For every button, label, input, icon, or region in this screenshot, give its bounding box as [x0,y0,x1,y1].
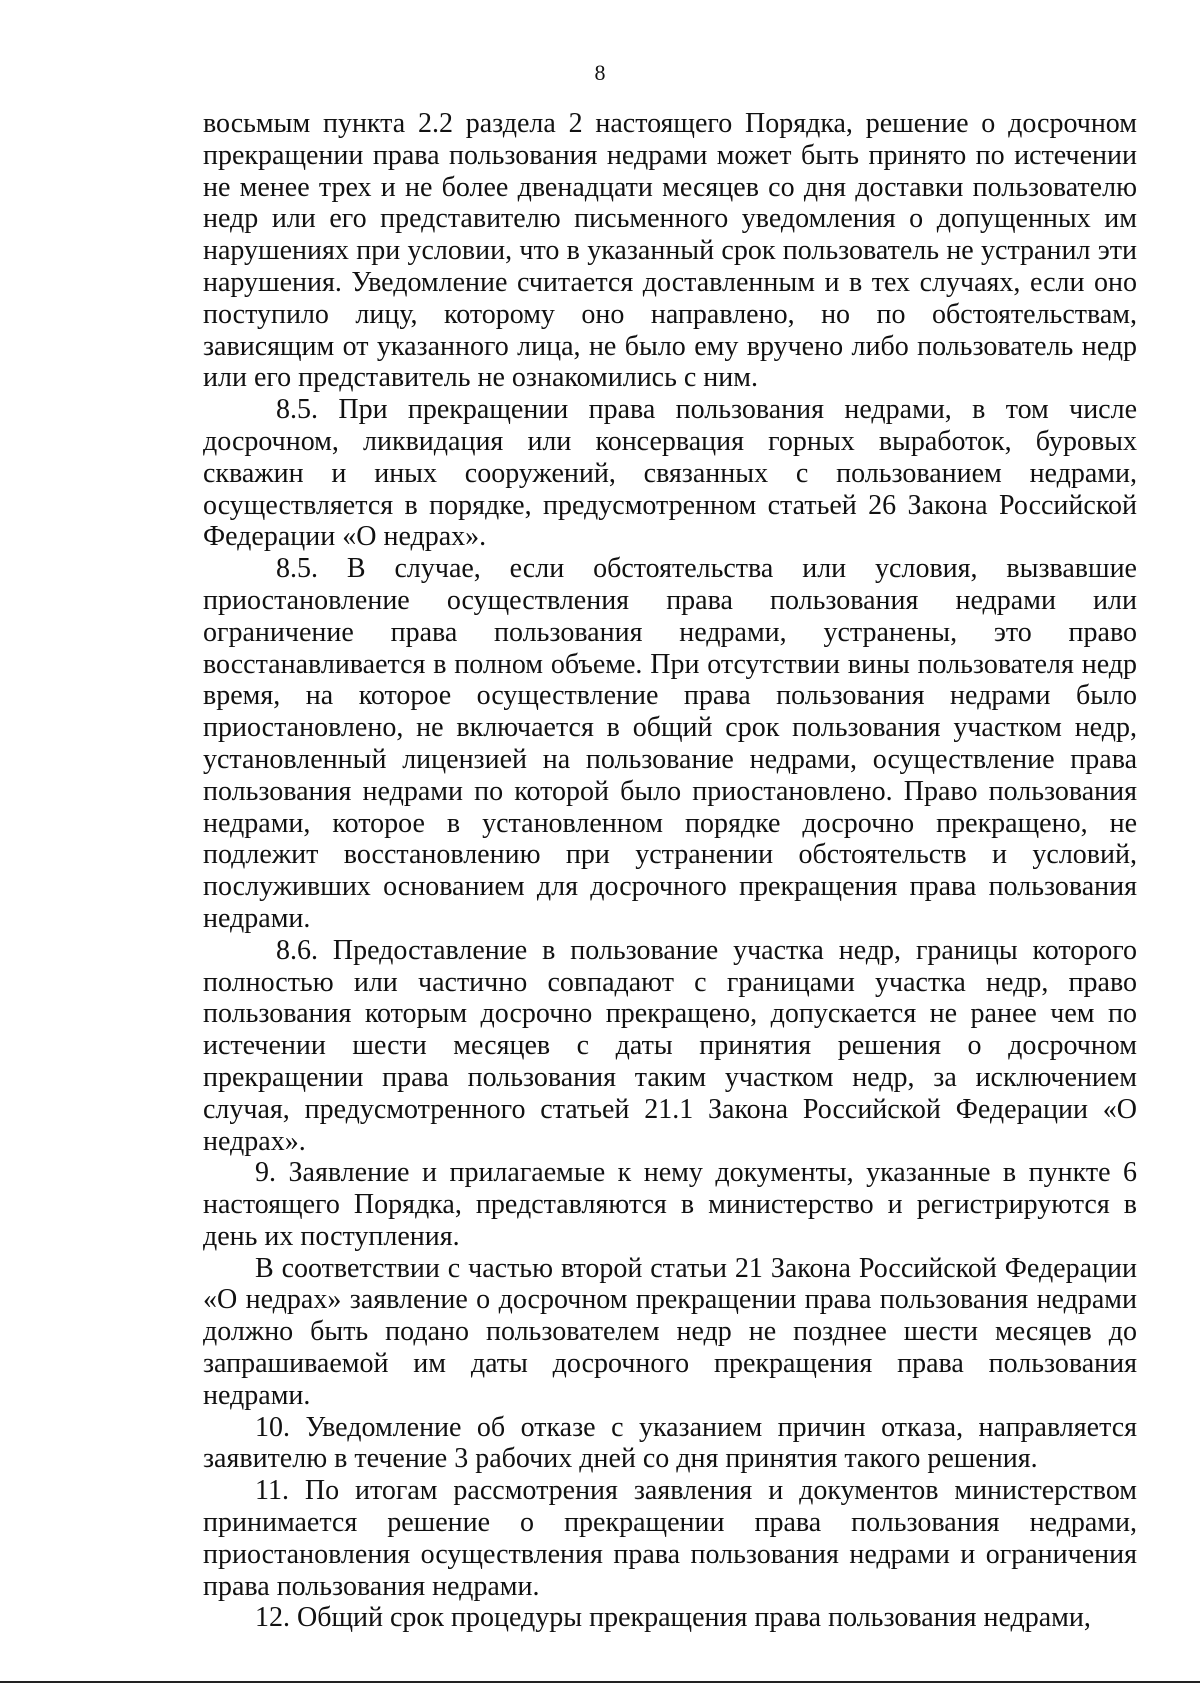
paragraph-12: 12. Общий срок процедуры прекращения права пользования недрами, [255,1602,1091,1634]
bottom-scan-edge-line [0,1681,1200,1683]
paragraph-11: 11. По итогам рассмотрения заявления и документов министерством принимается решение о прекращении права пользования недрами, приостановления осуществления права пользования недрами и ограничения права пользования недрами. [203,1475,1137,1602]
page-number: 8 [594,60,606,85]
paragraph-8-5-restoration: 8.5. В случае, если обстоятельства или условия, вызвавшие приостановление осуществления права пользования недрами или ограничение права пользования недрами, устранены, это право восстанавливается в полном объеме. При отсутствии вины пользователя недр время, на которое осуществление права пользования недрами было приостановлено, не включается в общий срок пользования участком недр, установленный лицензией на пользование недрами, осуществление права пользования недрами по которой было приостановлено. Право пользования недрами, которое в установленном порядке досрочно прекращено, не подлежит восстановлению при устранении обстоятельств и условий, послуживших основанием для досрочного прекращения права пользования недрами. [203,553,1137,934]
paragraph-10: 10. Уведомление об отказе с указанием причин отказа, направляется заявителю в течение 3 рабочих дней со дня принятия такого решения. [203,1411,1137,1475]
paragraph-9-application-deadline: В соответствии с частью второй статьи 21 Закона Российской Федерации «О недрах» заявление о досрочном прекращении права пользования недрами должно быть подано пользователем недр не позднее шести месяцев до запрашиваемой им даты досрочного прекращения права пользования недрами. [203,1252,1137,1411]
paragraph-8-6: 8.6. Предоставление в пользование участка недр, границы которого полностью или частично совпадают с границами участка недр, право пользования которым досрочно прекращено, допускается не ранее чем по истечении шести месяцев с даты принятия решения о досрочном прекращении права пользования таким участком недр, за исключением случая, предусмотренного статьей 21.1 Закона Российской Федерации «О недрах». [203,934,1137,1157]
paragraph-8-5-liquidation: 8.5. При прекращении права пользования недрами, в том числе досрочном, ликвидация или консервация горных выработок, буровых скважин и иных сооружений, связанных с пользованием недрами, осуществляется в порядке, предусмотренном статьей 26 Закона Российской Федерации «О недрах». [203,394,1137,553]
paragraph-9: 9. Заявление и прилагаемые к нему документы, указанные в пункте 6 настоящего Порядка, представляются в министерство и регистрируются в день их поступления. [203,1157,1137,1252]
document-body [203,108,1137,1634]
paragraph-continuation: восьмым пункта 2.2 раздела 2 настоящего Порядка, решение о досрочном прекращении права пользования недрами может быть принято по истечении не менее трех и не более двенадцати месяцев со дня доставки пользователю недр или его представителю письменного уведомления о допущенных им нарушениях при условии, что в указанный срок пользователь не устранил эти нарушения. Уведомление считается доставленным и в тех случаях, если оно поступило лицу, которому оно направлено, но по обстоятельствам, зависящим от указанного лица, не было ему вручено либо пользователь недр или его представитель не ознакомились с ним. [203,108,1137,394]
